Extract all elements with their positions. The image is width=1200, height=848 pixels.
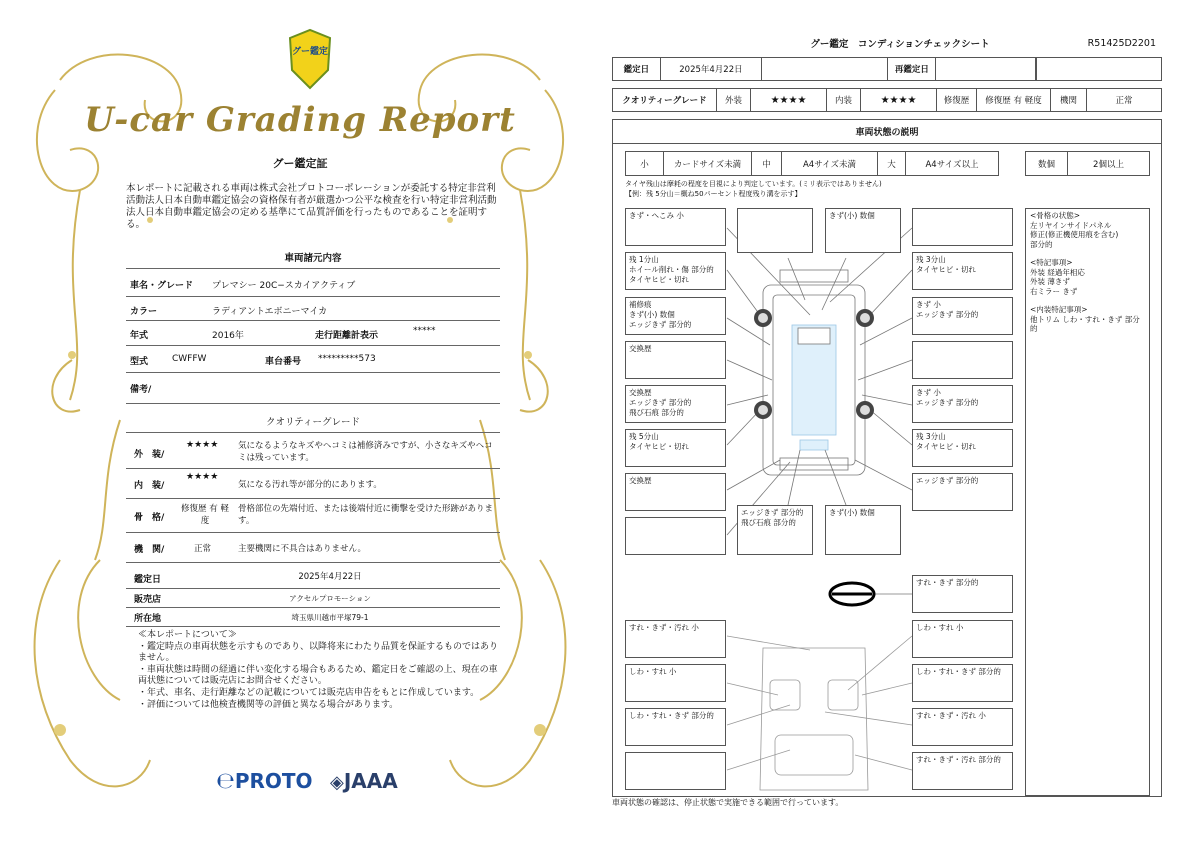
date-label: 鑑定日 [134,575,162,585]
repair-label: 修復歴 [937,89,977,111]
address-label: 所在地 [134,614,162,624]
interior-box: しわ・すれ・きず 部分的 [912,664,1013,702]
damage-box: エッジきず 部分的 [912,473,1013,511]
grade-label: クオリティーグレード [613,89,717,111]
interior-notes-header: <内装特記事項> [1030,305,1088,314]
damage-box: きず(小) 数個 [825,208,901,253]
frame-desc: 骨格部位の先端付近、または後端付近に衝撃を受けた形跡があります。 [238,504,494,526]
about-section [138,630,498,711]
damage-box [737,208,813,253]
note-line: 左リヤインサイドパネル [1030,220,1112,230]
condition-sheet [600,0,1200,848]
frame-label: 骨 格/ [134,513,165,523]
frame-grade: 修復歴 有 軽度 [181,504,229,526]
sheet-title: グー鑑定 コンディションチェックシート [810,39,990,50]
about-item: ・評価については他検査機関等の評価と異なる場合があります。 [138,699,399,710]
legend-large: 大 [878,152,906,175]
damage-box: 残 5分山 タイヤヒビ・切れ [625,429,726,467]
repair-value: 修復歴 有 軽度 [977,89,1051,111]
damage-box [912,208,1013,246]
legend-large-desc: A4サイズ以上 [925,159,979,170]
int-grade: ★★★★ [861,89,937,111]
state-header: 車両状態の説明 [612,119,1162,144]
car-color: ラディアントエボニーマイカ [212,307,328,317]
damage-box: きず 小 エッジきず 部分的 [912,297,1013,335]
goo-badge: グー鑑定 [291,47,328,57]
damage-box: エッジきず 部分的 飛び石痕 部分的 [737,505,813,555]
engine-desc: 主要機関に不具合はありません。 [238,544,367,554]
special-header: <特記事項> [1030,258,1073,267]
damage-box: 残 3分山 タイヤヒビ・切れ [912,429,1013,467]
interior-box: しわ・すれ 小 [625,664,726,702]
interior-box: しわ・すれ 小 [912,620,1013,658]
engine-value: 正常 [1115,96,1133,106]
damage-box: きず(小) 数個 [825,505,901,555]
interior-desc: 気になる汚れ等が部分的にあります。 [238,480,382,490]
remarks-label: 備考/ [130,385,152,395]
model-code: CWFFW [172,354,207,364]
intro-text: 本レポートに記載される車両は株式会社プロトコーポレーションが委託する特定非営利活動法人日本自動車鑑定協会の資格保有者が厳選かつ公平な検査を行い特定非営利活動法人日本自動車鑑定協会の定める基準にて品質評価を行ったものであることを証明する。 [126,183,497,230]
car-name: プレマシー 20C−スカイアクティブ [212,281,356,291]
interior-box: すれ・きず・汚れ 部分的 [912,752,1013,790]
int-label: 内装 [827,89,861,111]
legend-count: 数個 [1026,152,1068,175]
damage-box: 交換歴 [625,473,726,511]
dealer-label: 販売店 [134,595,162,605]
interior-box: すれ・きず・汚れ 小 [625,620,726,658]
engine-label: 機 関/ [134,545,165,555]
legend-count-desc: 2個以上 [1093,159,1124,170]
interior-box: しわ・すれ・きず 部分的 [625,708,726,746]
script-title: U-car Grading Report [84,100,516,140]
color-label: カラー [130,307,158,317]
exterior-grade: ★★★★ [186,440,219,450]
car-year: 2016年 [212,331,244,341]
damage-box: きず 小 エッジきず 部分的 [912,385,1013,423]
redate-label: 再鑑定日 [888,58,936,80]
legend-medium-desc: A4サイズ未満 [782,152,878,175]
dealer-name: アクセルプロモーション [289,594,371,603]
date-label: 鑑定日 [613,58,661,80]
proto-logo: ℮PROTO [216,769,313,794]
appraisal-date: 2025年4月22日 [661,58,762,80]
note-line: 部分的 [1030,239,1053,249]
chassis-number: *********573 [318,354,376,364]
exterior-desc: 気になるようなキズやヘコミは補修済みですが、小さなキズやヘコミは残っています。 [238,441,493,463]
damage-box [625,517,726,555]
model-label: 型式 [130,357,149,367]
interior-box: すれ・きず・汚れ 小 [912,708,1013,746]
legend-small-desc: カードサイズ未満 [664,152,752,175]
exterior-label: 外 装/ [134,450,165,460]
note-line: 外装 薄きず [1030,277,1070,286]
damage-box: 補修痕 きず(小) 数個 エッジきず 部分的 [625,297,726,335]
note-line: 外装 経過年相応 [1030,267,1085,277]
special-notes [1025,208,1150,796]
interior-grade: ★★★★ [186,472,219,482]
interior-box [625,752,726,790]
interior-label: 内 装/ [134,481,165,491]
damage-box: きず・へこみ 小 [625,208,726,246]
mileage: ***** [413,326,436,336]
certificate-title: グー鑑定証 [272,157,328,170]
chassis-label: 車台番号 [265,357,302,367]
tire-note: タイヤ残山は摩耗の程度を目視により判定しています。(ミリ表示ではありません) [625,180,882,188]
tire-example: 【例：残 5分山＝概ね50パーセント程度残り溝を示す】 [625,190,802,198]
quality-header: クオリティーグレード [265,417,361,428]
mileage-label: 走行距離計表示 [315,331,379,341]
note-line: 右ミラー きず [1030,286,1078,296]
spec-header: 車両諸元内容 [284,253,342,264]
damage-box: 交換歴 エッジきず 部分的 飛び石痕 部分的 [625,385,726,423]
appraisal-date: 2025年4月22日 [298,572,362,582]
damage-box [912,341,1013,379]
legend-small: 小 [626,152,664,175]
damage-box: 残 3分山 タイヤヒビ・切れ [912,252,1013,290]
note-line: 他トリム しわ・すれ・きず 部分的 [1030,314,1140,333]
ext-label: 外装 [717,89,751,111]
sheet-footer: 車両状態の確認は、停止状態で実施できる範囲で行っています。 [612,798,844,807]
ext-grade: ★★★★ [751,89,827,111]
damage-box: 残 1分山 ホイール削れ・傷 部分的 タイヤヒビ・切れ [625,252,726,290]
engine-label: 機関 [1051,89,1087,111]
sheet-id: R51425D2201 [1087,38,1156,49]
jaaa-logo: ◈JAAA [330,769,398,793]
interior-box: すれ・きず 部分的 [912,575,1013,613]
year-label: 年式 [130,331,149,341]
name-label: 車名・グレード [130,281,194,291]
about-item: ・車両状態は時間の経過に伴い変化する場合もあるため、鑑定日をご確認の上、現在の車両状態については販売店にお問合せください。 [138,664,498,687]
about-item: ・鑑定時点の車両状態を示すものであり、以降将来にわたり品質を保証するものではありません。 [138,641,499,664]
legend-medium: 中 [752,152,782,175]
about-header: ≪本レポートについて≫ [138,630,237,640]
dealer-address: 埼玉県川越市平塚79-1 [291,613,369,622]
engine-grade: 正常 [194,544,212,554]
frame-state-header: <骨格の状態> [1030,211,1081,220]
note-line: 修正(修正機使用痕を含む) [1030,230,1119,239]
about-item: ・年式、車名、走行距離などの記載については販売店申告をもとに作成しています。 [138,687,480,698]
damage-box: 交換歴 [625,341,726,379]
